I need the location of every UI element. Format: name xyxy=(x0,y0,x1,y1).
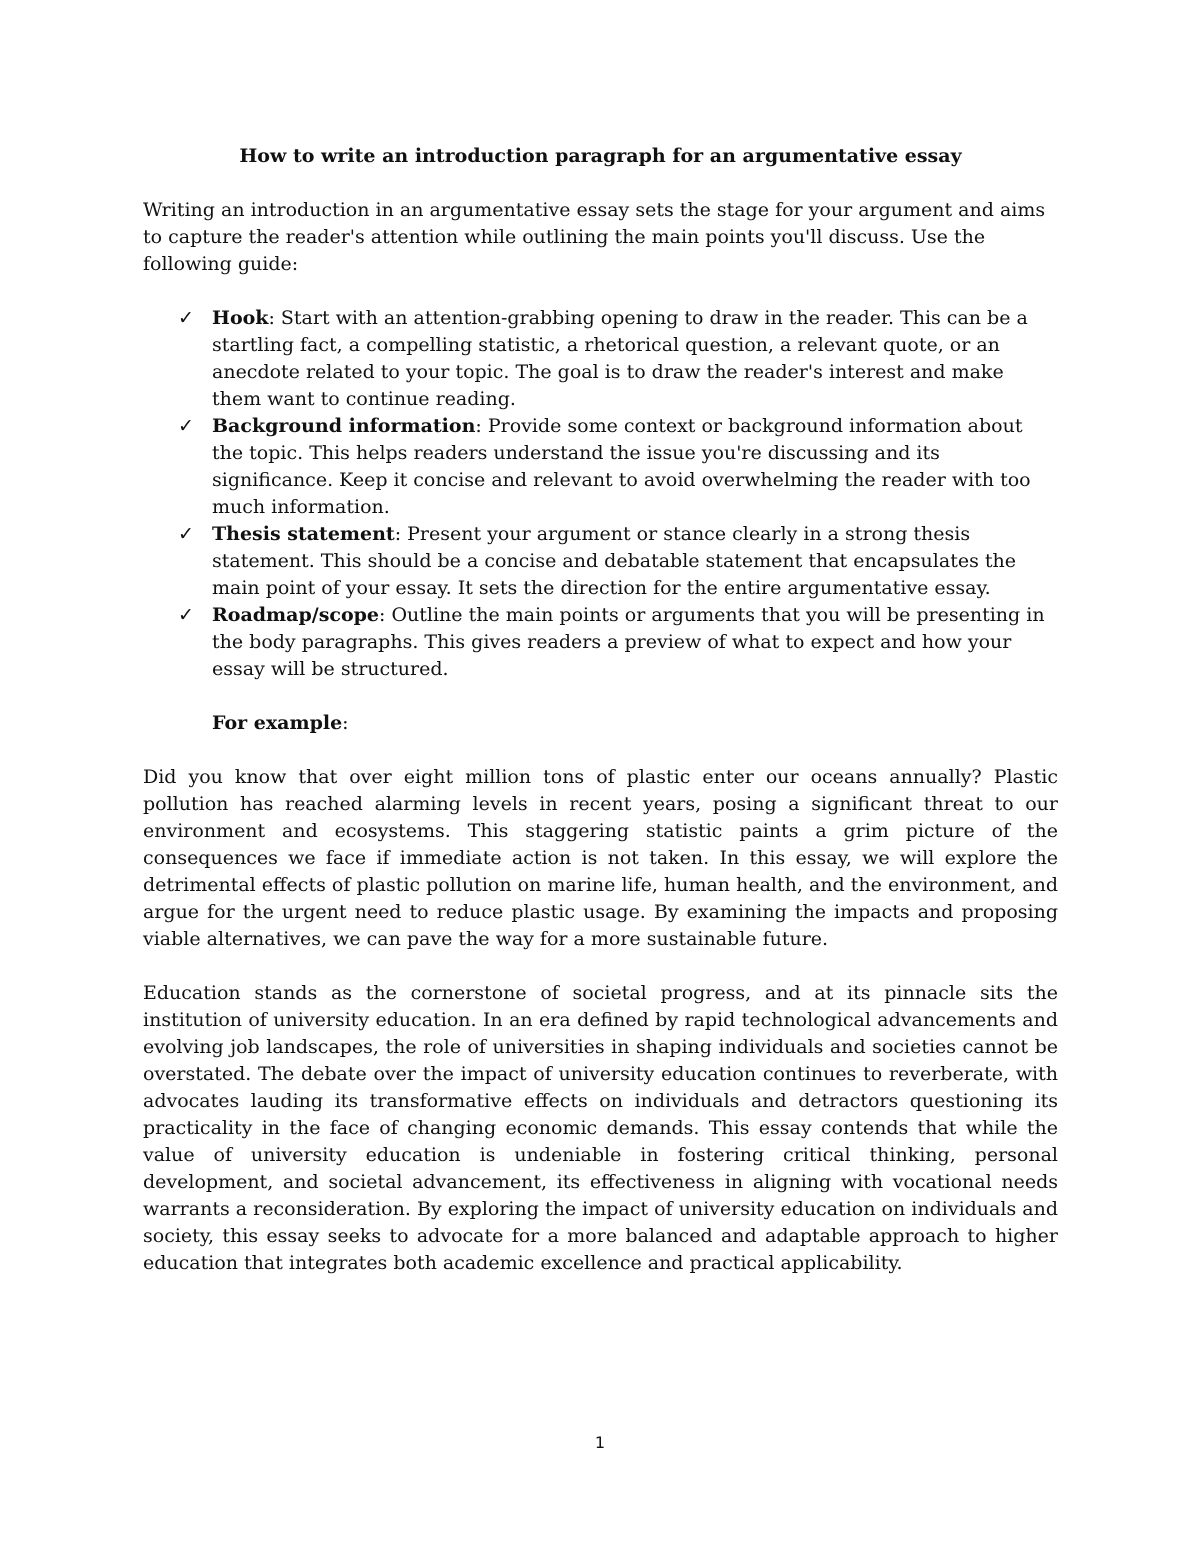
example-label: For example xyxy=(212,712,343,734)
bullet-thesis-statement xyxy=(143,521,1058,602)
checkmark-icon: ✓ xyxy=(178,604,194,626)
checkmark-icon: ✓ xyxy=(178,307,194,329)
bullet-roadmap-scope xyxy=(143,602,1058,683)
bullet-hook xyxy=(143,305,1058,413)
bullet-text: : Provide some context or background information about the topic. This helps readers understand the issue you're discussing and its significance. Keep it concise and relevant to avoid overwhelming the reader with too much information. xyxy=(212,415,1031,518)
checkmark-icon: ✓ xyxy=(178,415,194,437)
bullet-text: : Start with an attention-grabbing opening to draw in the reader. This can be a startling fact, a compelling statistic, a rhetorical question, a relevant quote, or an anecdote related to your topic. The goal is to draw the reader's interest and make them want to continue reading. xyxy=(212,307,1028,410)
example-heading xyxy=(212,710,1058,737)
document-title: How to write an introduction paragraph for an argumentative essay xyxy=(239,145,962,167)
example-colon: : xyxy=(342,712,349,734)
page-number: 1 xyxy=(594,1433,606,1452)
bullet-term: Thesis statement xyxy=(212,523,395,545)
example-paragraph-plastic: Did you know that over eight million tons of plastic enter our oceans annually? Plastic pollution has reached alarming levels in recent years, posing a significant threat to our environment and ecosystems. This staggering statistic paints a grim picture of the consequences we face if immediate action is not taken. In this essay, we will explore the detrimental effects of plastic pollution on marine life, human health, and the environment, and argue for the urgent need to reduce plastic usage. By examining the impacts and proposing viable alternatives, we can pave the way for a more sustainable future. xyxy=(143,766,1058,950)
bullet-text: : Present your argument or stance clearly in a strong thesis statement. This should be a concise and debatable statement that encapsulates the main point of your essay. It sets the direction for the entire argumentative essay. xyxy=(212,523,1016,599)
bullet-text: : Outline the main points or arguments that you will be presenting in the body paragraphs. This gives readers a preview of what to expect and how your essay will be structured. xyxy=(212,604,1045,680)
page-content xyxy=(143,143,1058,1304)
intro-paragraph: Writing an introduction in an argumentative essay sets the stage for your argument and aims to capture the reader's attention while outlining the main points you'll discuss. Use the following guide: xyxy=(143,199,1046,275)
example-paragraph-education: Education stands as the cornerstone of societal progress, and at its pinnacle sits the institution of university education. In an era defined by rapid technological advancements and evolving job landscapes, the role of universities in shaping individuals and societies cannot be overstated. The debate over the impact of university education continues to reverberate, with advocates lauding its transformative effects on individuals and detractors questioning its practicality in the face of changing economic demands. This essay contends that while the value of university education is undeniable in fostering critical thinking, personal development, and societal advancement, its effectiveness in aligning with vocational needs warrants a reconsideration. By exploring the impact of university education on individuals and society, this essay seeks to advocate for a more balanced and adaptable approach to higher education that integrates both academic excellence and practical applicability. xyxy=(143,982,1058,1274)
bullet-term: Background information xyxy=(212,415,476,437)
checkmark-icon: ✓ xyxy=(178,523,194,545)
bullet-background-information xyxy=(143,413,1058,521)
bullet-term: Hook xyxy=(212,307,269,329)
bullet-term: Roadmap/scope xyxy=(212,604,380,626)
guide-bullet-list xyxy=(143,305,1058,683)
